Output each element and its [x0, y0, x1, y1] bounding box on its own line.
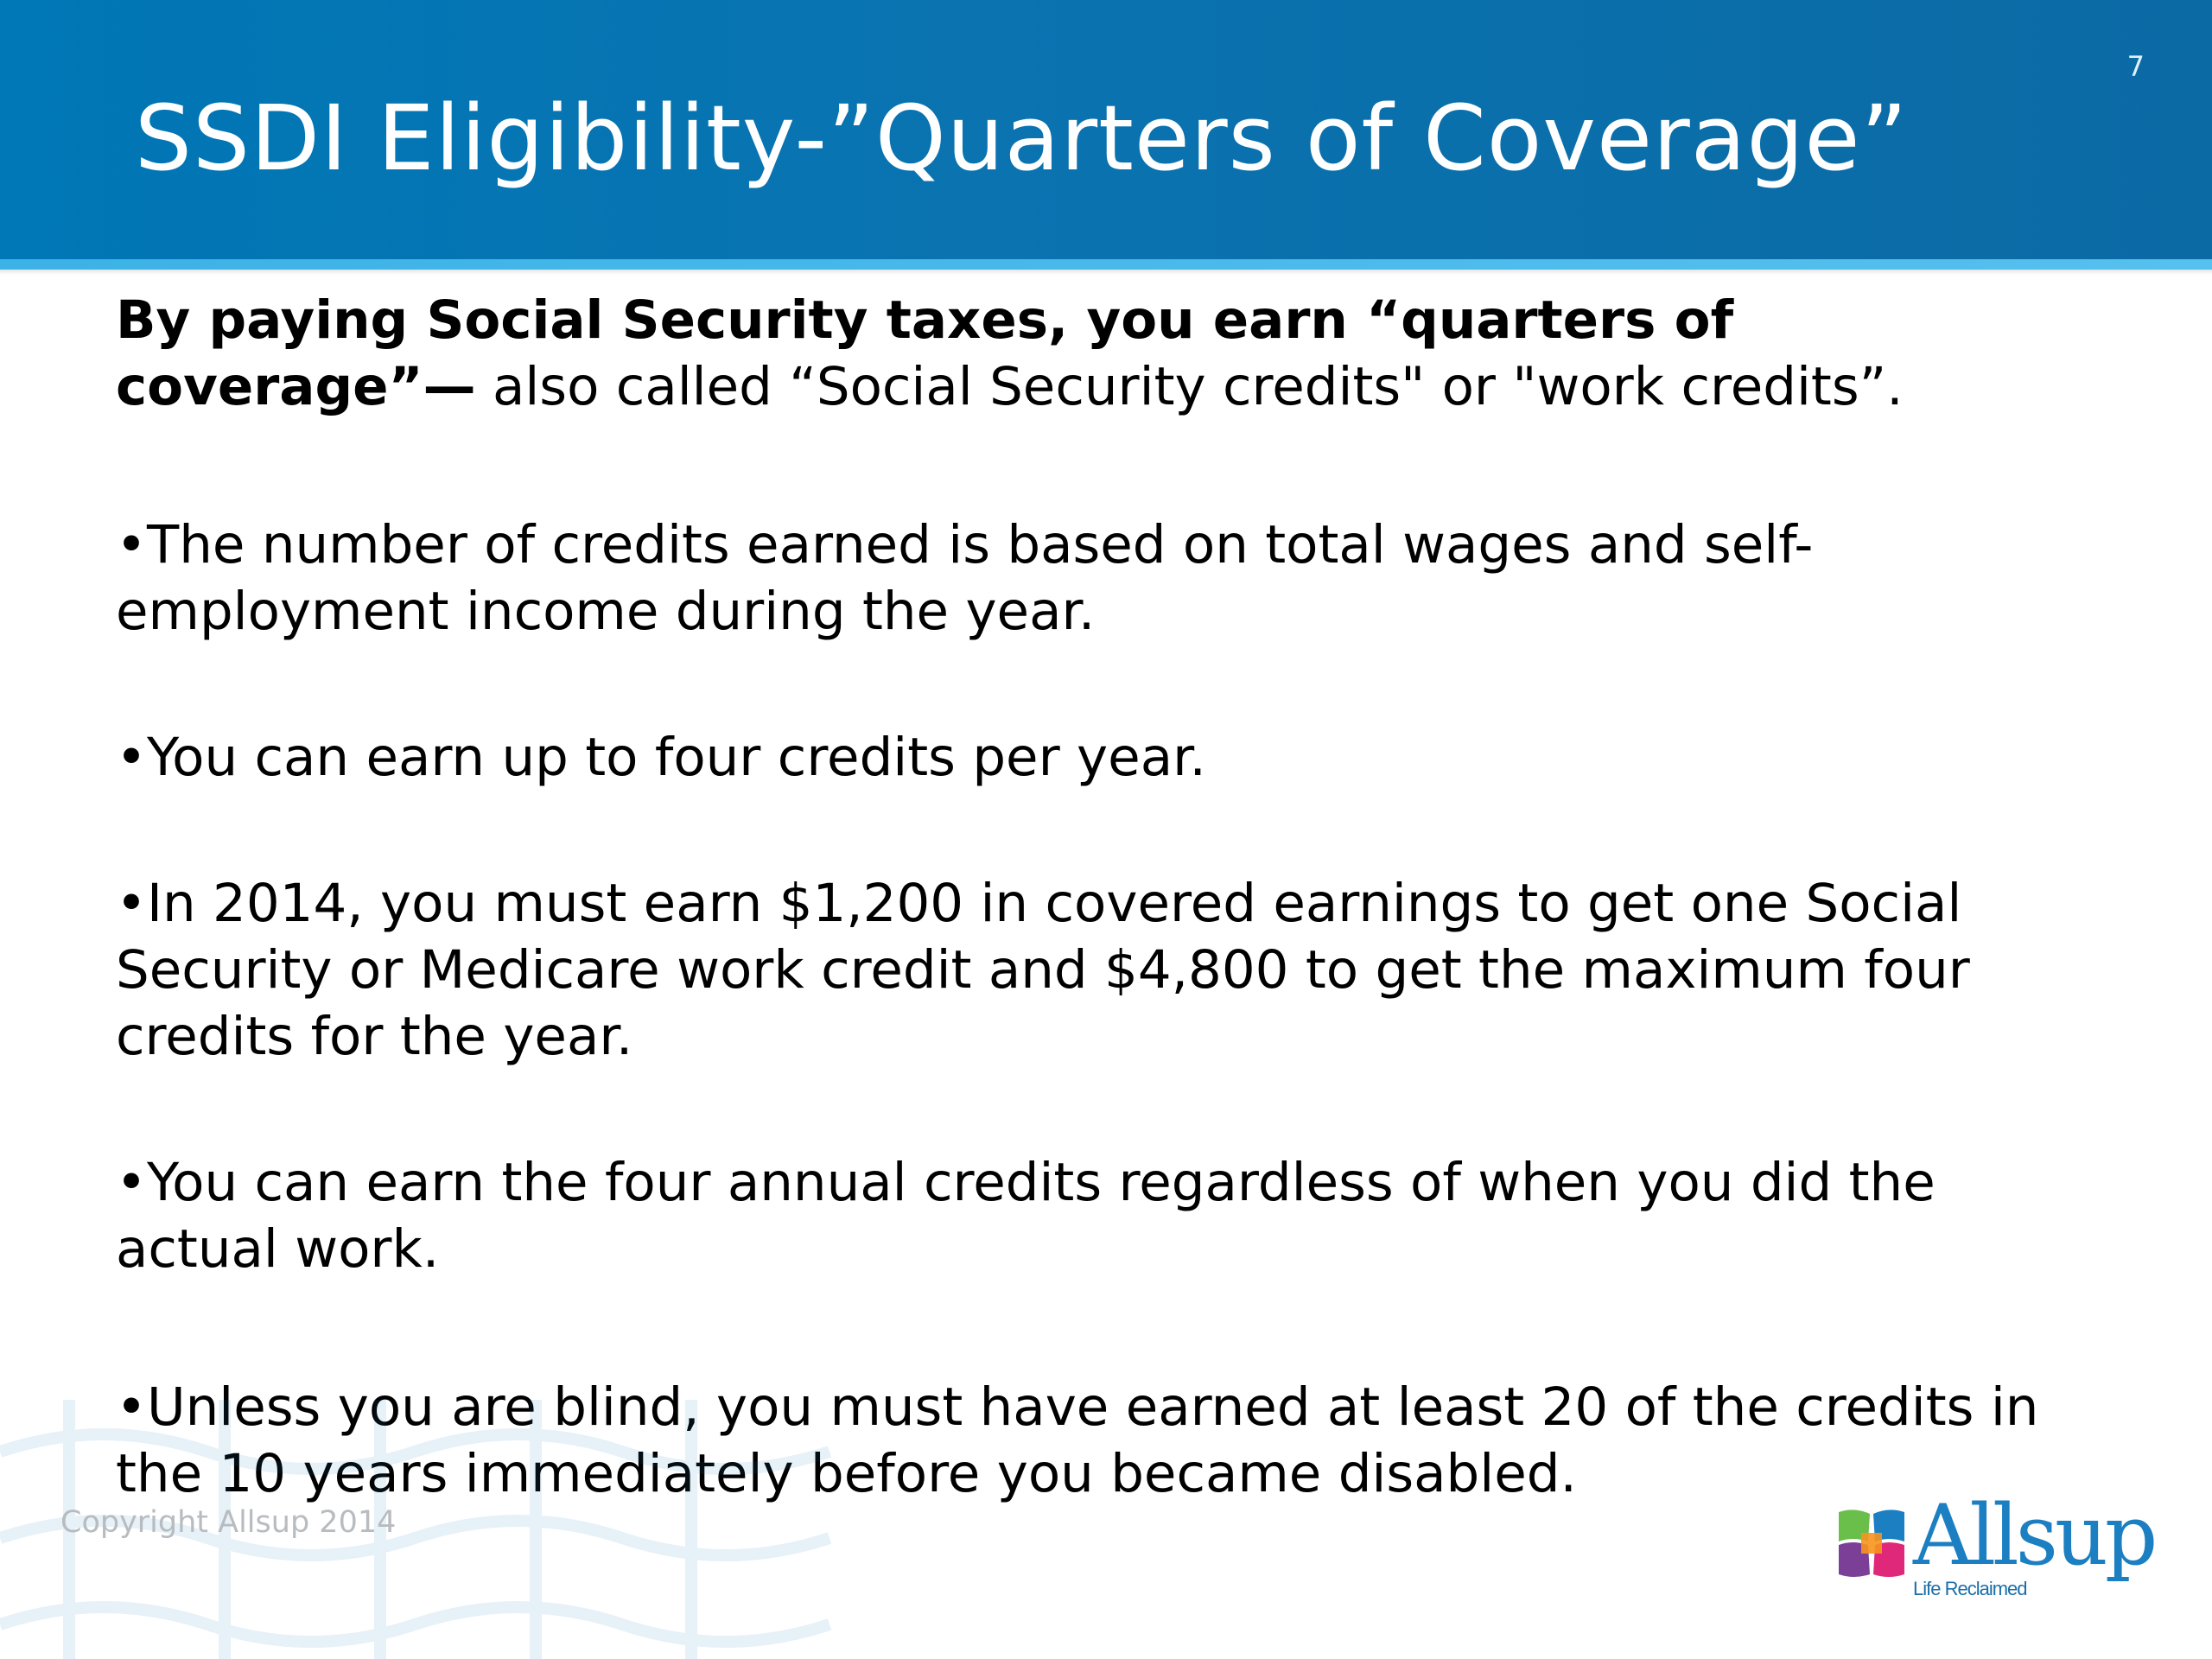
copyright-notice: Copyright Allsup 2014	[60, 1505, 397, 1540]
bullet-2014-earnings-thresholds: •In 2014, you must earn $1,200 in covered earnings to get one Social Security or Medicare work credit and $4,800 to get the maximum four credits for the year.	[116, 873, 1970, 1067]
slide-title: SSDI Eligibility-”Quarters of Coverage”	[135, 86, 1909, 191]
intro-paragraph	[116, 287, 2103, 420]
allsup-logo	[1835, 1487, 2155, 1604]
bullet-credits-regardless-of-timing: •You can earn the four annual credits regardless of when you did the actual work.	[116, 1152, 1936, 1280]
bullet-four-credits-per-year: •You can earn up to four credits per year.	[116, 727, 1206, 788]
intro-bold-text: By paying Social Security taxes, you earn “quarters of coverage”—	[116, 289, 1734, 417]
bullet-20-credits-rule: •Unless you are blind, you must have earned at least 20 of the credits in the 10 years immediately before you became disabled.	[116, 1376, 2039, 1504]
allsup-logo-tagline: Life Reclaimed	[1913, 1578, 2027, 1599]
banner-shadow	[0, 270, 2212, 275]
allsup-logo-wordmark: Allsup	[1913, 1487, 2155, 1584]
slide-body	[116, 287, 2103, 1507]
bullet-credits-based-on-income: •The number of credits earned is based on total wages and self-employment income during the year.	[116, 514, 1814, 642]
banner-accent-stripe	[0, 259, 2212, 270]
page-number: 7	[2126, 50, 2145, 83]
intro-regular-text: also called “Social Security credits" or "work credits”.	[475, 356, 1904, 417]
allsup-logo-icon	[1835, 1507, 1908, 1580]
